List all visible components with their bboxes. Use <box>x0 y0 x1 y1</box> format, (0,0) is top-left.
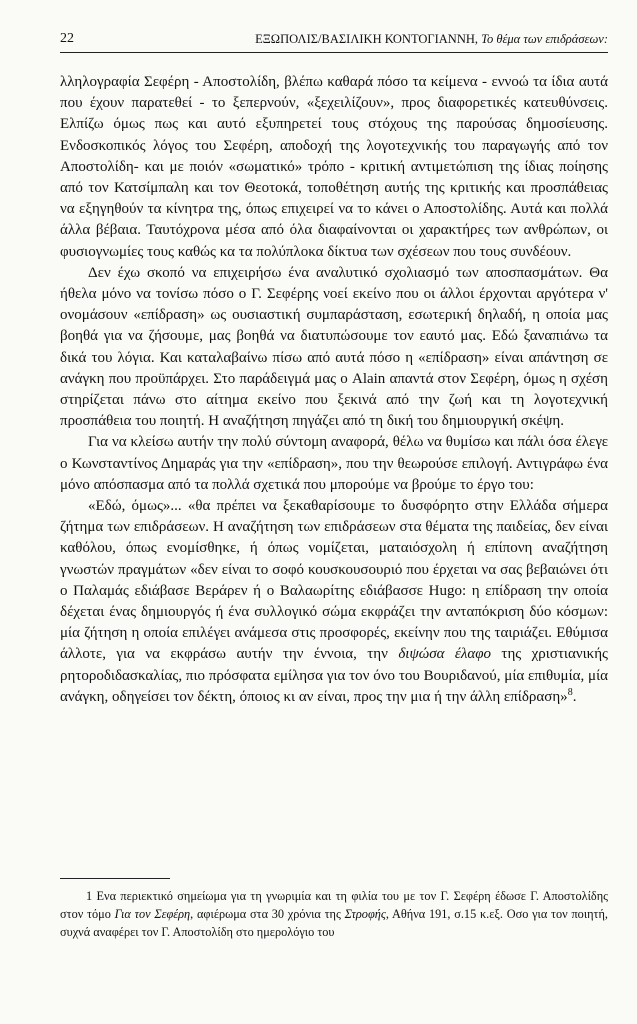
paragraph-2: Δεν έχω σκοπό να επιχειρήσω ένα αναλυτικό σχολιασμό των αποσπασμάτων. Θα ήθελα μόνο να τονίσω πόσο ο Γ. Σεφέρης νοεί εκείνο που οι άλλοι έρχονται αργότερα ν' ονομάσουν «επίδραση» ως ουσιαστική συμπαράσταση, εσωτερική δηλαδή, η οποία μας βοηθά για να ζήσουμε, μας βοηθά να διατυπώσουμε τον εαυτό μας. Εδώ ξαναπιάνω τα δικά του λόγια. Και καταλαβαίνω πίσω από αυτά πόσο η «επίδραση» είναι απάντηση σε ανάγκη που προϋπάρχει. Στο παράδειγμά μας ο Alain απαντά στον Σεφέρη, όμως η σχέση στηρίζεται πάνω στο αίτημα εκείνο που ξεκινά από την ζωή και τη λογοτεχνική προσπάθεια του ποιητή. Η αναζήτηση πηγάζει από τη δική του δημιουργική σκέψη. <box>60 264 608 430</box>
running-head-authors: ΕΞΩΠΟΛΙΣ/ΒΑΣΙΛΙΚΗ ΚΟΝΤΟΓΙΑΝΝΗ, <box>255 32 479 46</box>
footnote-1 <box>60 887 608 941</box>
quotation-paragraph <box>60 496 608 708</box>
quote-italic-phrase: διψώσα έλαφο <box>398 646 492 663</box>
footnote <box>60 887 608 941</box>
body-text <box>60 72 608 708</box>
footnote-text-3: , Αθήνα 191, σ.15 κ.εξ. Οσο για τον ποιητή, συχνά αναφέρει τον Γ. Αποστολίδη στο ημερολόγιο του <box>60 907 608 939</box>
paragraph-1: λληλογραφία Σεφέρη - Αποστολίδη, βλέπω καθαρά πόσο τα κείμενα - εννοώ τα ίδια αυτά που έχουν παρατεθεί - το ξεπερνούν, «ξεχειλίζουν», προς διαφορετικές κατευθύνσεις. Ελπίζω όμως πως και αυτό εξυπηρετεί τους στόχους της παρούσας δημοσίευσης. Ενδοσκοπικός λόγος του Σεφέρη, αποδοχή της λογοτεχνικής του παραγωγής από τον Αποστολίδη- και με ποιόν «σωματικό» τρόπο - κριτική αντιμετώπιση της ίδιας ποίησης από τον Κατσίμπαλη και τον Θεοτοκά, τοποθέτηση αυτής της κριτικής και προσπάθειας να εξηγηθούν τα κίνητρα της, όπως επιχειρεί να το κάνει ο Αποστολίδης. Αυτά και πολλά άλλα βέβαια. Ταυτόχρονα μέσα από όλα διαφαίνονται οι χαρακτήρες των ανθρώπων, οι φυσιογνωμίες τους καθώς κα τα πολύπλοκα δίκτυα των σχέσεων που τους συνδέουν. <box>60 74 608 260</box>
running-head <box>255 30 608 48</box>
page-number: 22 <box>60 31 74 46</box>
footnote-text-2: , αφιέρωμα στα 30 χρόνια της <box>190 907 345 921</box>
footnote-italic-1: Για τον Σεφέρη <box>114 907 191 921</box>
paragraph-3: Για να κλείσω αυτήν την πολύ σύντομη αναφορά, θέλω να θυμίσω και πάλι όσα έλεγε ο Κωνσταντίνος Δημαράς για την «επίδραση», που την θεωρούσε επιλογή. Αντιγράφω ένα μόνο απόσπασμα από τα πολλά σχετικά που μπορούμε να βρούμε το έργο του: <box>60 434 608 493</box>
running-head-work: Το θέμα των επιδράσεων: <box>481 32 608 46</box>
footnote-italic-2: Στροφής <box>344 907 386 921</box>
quote-text-1: «Εδώ, όμως»... «θα πρέπει να ξεκαθαρίσουμε το δυσφόρητο στην Ελλάδα σήμερα ζήτημα των επιδράσεων. Η αναζήτηση των επιδράσεων στα θέματα της παιδείας, δεν είναι καθόλου, όπως ενομίσθηκε, ή όπως νομίζεται, ματαιόσχολη ή επίπονη αναζήτηση γνωστών πραγμάτων «δεν είναι το σοφό κουσκουσουριό που έρχεται να σας βεβαιώνει ότι ο Παλαμάς εδιάβασε Βεράρεν ή ο Βαλαωρίτης εδιάβασσε Hugo: η επίδραση την οποία δέχεται ένας δημιουργός ή ένα συλλογικό σώμα εκφράζει την ανταπόκριση δύο κόσμων: μία ζήτηση η οποία επιλέγει ανάμεσα στις προσφορές, εκείνην που της ταιριάζει. Εθύμισα άλλοτε, για να εκφράσω αυτήν την έννοια, την <box>60 498 608 663</box>
quote-end: . <box>572 688 577 705</box>
footnote-reference: 8 <box>567 686 573 698</box>
quote-text-2: της χριστιανικής ρητοροδιδασκαλίας, πιο πρόσφατα εμίλησα για τον όνο του Βουριδανού, μία επιθυμία, μία ανάγκη, οδηγείσει τον δέκτη, όποιος κι αν είναι, προς την μια ή την άλλη επίδραση» <box>60 646 608 705</box>
footnote-text-1: 1 Ενα περιεκτικό σημείωμα για τη γνωριμία και τη φιλία του με τον Γ. Σεφέρη έδωσε Γ. Αποστολίδης στον τόμο <box>60 889 608 921</box>
page-header <box>60 30 608 53</box>
footnote-divider <box>60 878 170 879</box>
